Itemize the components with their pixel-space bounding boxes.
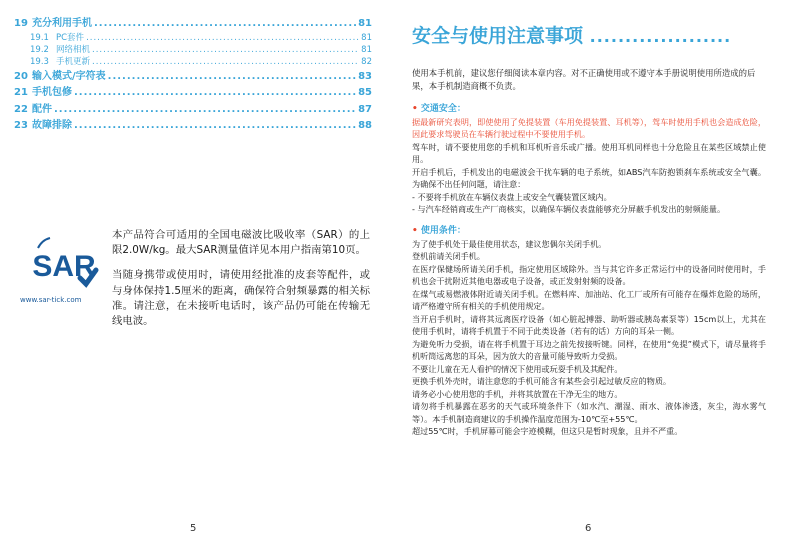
toc-page: 81 [358, 18, 372, 29]
toc-title: PC套件 [56, 32, 85, 43]
toc-leader [86, 33, 359, 43]
bullet-icon: • [412, 103, 421, 114]
sar-paragraph-2: 当随身携带或使用时，请使用经批准的皮套等配件，或与身体保持1.5厘米的距离，确保符合射频暴露的相关标准。请注意，在未接听电话时，该产品仍可能在传输无线电波。 [112, 269, 370, 328]
conditions-paragraph: 请务必小心使用您的手机，并将其放置在干净无尘的地方。 [412, 388, 623, 399]
section-title [412, 22, 766, 51]
toc-title: 输入模式/字符表 [32, 70, 106, 82]
traffic-warning: 据最新研究表明，即使使用了免提装置（车用免提装置、耳机等），驾车时使用手机也会造成危险，因此要求驾驶员在车辆行驶过程中不要使用手机。 [412, 116, 766, 140]
toc-page: 87 [358, 103, 372, 115]
safety-section [412, 22, 766, 438]
traffic-safety-heading: • 交通安全： [412, 103, 466, 114]
conditions-paragraph: 请勿将手机暴露在恶劣的天气或环境条件下（如水汽、潮湿、雨水、液体渗透，灰尘，海水雾气等）。本手机制造商建议的手机操作温度范围为-10℃至+55℃。 [412, 401, 766, 424]
toc-entry[interactable] [14, 55, 372, 67]
table-of-contents [14, 14, 372, 133]
sar-logo-text: SAR [32, 250, 96, 283]
conditions-heading: • 使用条件： [412, 225, 466, 236]
toc-title: 手机更新 [56, 56, 91, 67]
intro-paragraph: 使用本手机前，建议您仔细阅读本章内容。对不正确使用或不遵守本手册说明使用所造成的后果，本手机制造商概不负责。 [412, 68, 756, 92]
sar-logo [28, 232, 100, 302]
traffic-dash-1: - 不要将手机放在车辆仪表盘上或安全气囊装置区域内。 [412, 191, 612, 202]
page-number-left: 5 [190, 523, 197, 534]
toc-leader [94, 18, 356, 29]
traffic-paragraph-3: 开启手机后，手机发出的电磁波会干扰车辆的电子系统，如ABS汽车防抱锁刹车系统或安全气囊。为确保不出任何问题，请注意： [412, 166, 766, 190]
toc-title: 手机包修 [32, 87, 72, 98]
traffic-paragraph-2: 驾车时，请不要使用您的手机和耳机听音乐或广播。使用耳机同样也十分危险且在某些区域禁止使用。 [412, 141, 766, 165]
bullet-icon: • [412, 225, 421, 236]
toc-title: 故障排除 [32, 120, 72, 131]
toc-entry[interactable] [14, 83, 372, 100]
section-title-text: 安全与使用注意事项 [412, 25, 584, 47]
toc-entry[interactable] [14, 43, 372, 55]
toc-number: 19.3 [30, 56, 49, 67]
conditions-paragraph: 登机前请关闭手机。 [412, 251, 485, 262]
toc-entry[interactable] [14, 100, 372, 117]
toc-page: 81 [361, 44, 372, 55]
toc-number: 19.1 [30, 32, 49, 43]
toc-entry[interactable] [14, 67, 372, 84]
conditions-paragraph: 在煤气或易燃液体附近请关闭手机。在燃料库、加油站、化工厂或所有可能存在爆炸危险的场所，请严格遵守所有相关的手机使用规定。 [412, 288, 766, 312]
conditions-paragraph: 超过55℃时，手机屏幕可能会字迹模糊，但这只是暂时现象，且并不严重。 [412, 426, 683, 437]
toc-number: 21 [14, 87, 28, 98]
toc-leader [54, 104, 356, 115]
toc-entry[interactable] [14, 31, 372, 43]
toc-leader [108, 71, 356, 82]
toc-number: 23 [14, 120, 28, 131]
toc-title: 网络相机 [56, 44, 91, 55]
toc-page: 83 [358, 70, 372, 82]
conditions-list [412, 238, 766, 438]
conditions-paragraph: 更换手机外壳时，请注意您的手机可能含有某些会引起过敏反应的物质。 [412, 376, 672, 387]
toc-entry[interactable] [14, 14, 372, 31]
toc-number: 22 [14, 103, 28, 115]
toc-entry[interactable] [14, 116, 372, 133]
toc-leader [74, 87, 356, 98]
conditions-paragraph: 当开启手机时，请将其远离医疗设备（如心脏起搏器、助听器或胰岛素泵等）15cm以上，尤其在使用手机时，请将手机置于不同于此类设备（若有的话）方向的耳朵一侧。 [412, 313, 766, 337]
toc-title: 充分利用手机 [32, 18, 92, 29]
toc-leader [74, 120, 356, 131]
toc-number: 19.2 [30, 44, 49, 55]
toc-page: 85 [358, 87, 372, 98]
conditions-paragraph: 不要让儿童在无人看护的情况下使用或玩耍手机及其配件。 [412, 363, 623, 374]
toc-page: 81 [361, 32, 372, 43]
section-title-dots: .................... [589, 27, 732, 46]
toc-leader [92, 57, 359, 67]
toc-page: 88 [358, 120, 372, 131]
sar-url: www.sar-tick.com [20, 296, 82, 304]
toc-leader [92, 45, 359, 55]
traffic-dash-2: - 与汽车经销商或生产厂商核实，以确保车辆仪表盘能够充分屏蔽手机发出的射频能量。 [412, 204, 726, 215]
page-number-right: 6 [585, 523, 592, 534]
toc-page: 82 [361, 56, 372, 67]
conditions-paragraph: 在医疗保健场所请关闭手机，指定使用区域除外。当与其它许多正常运行中的设备同时使用时，手机也会干扰附近其他电器或电子设备，或正发射射频的设备。 [412, 263, 766, 287]
toc-number: 20 [14, 70, 28, 82]
conditions-paragraph: 为避免听力受损，请在将手机置于耳边之前先按接听键。同样，在使用“免提”模式下，请尽量将手机听筒远离您的耳朵，因为放大的音量可能导致听力受损。 [412, 338, 766, 362]
conditions-paragraph: 为了使手机处于最佳使用状态，建议您偶尔关闭手机。 [412, 238, 607, 249]
toc-number: 19 [14, 18, 28, 29]
toc-title: 配件 [32, 103, 52, 115]
sar-paragraph-1: 本产品符合可适用的全国电磁波比吸收率（SAR）的上限2.0W/kg。最大SAR测量值详见本用户指南第10页。 [112, 229, 370, 257]
sar-notice [112, 228, 370, 329]
